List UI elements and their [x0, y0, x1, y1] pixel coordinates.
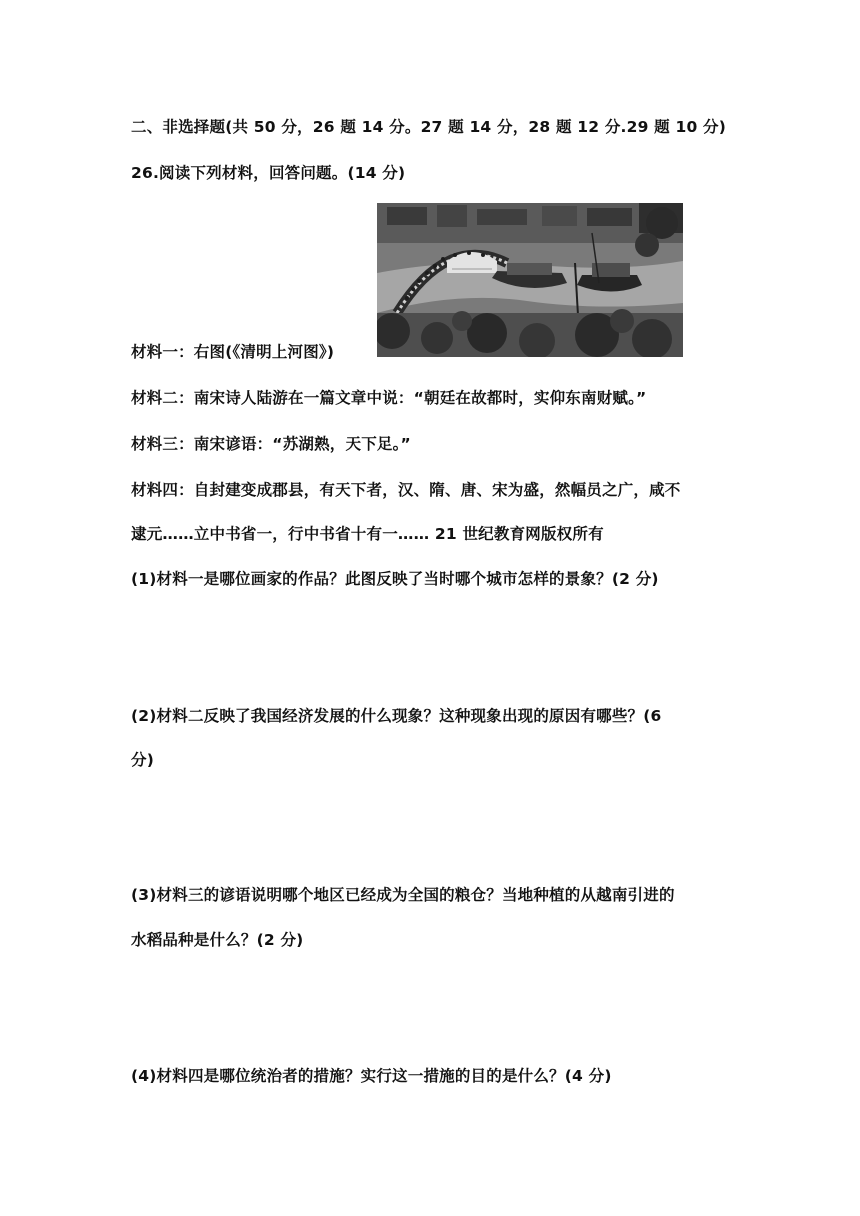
- material-four: 材料四：自封建变成郡县，有天下者，汉、隋、唐、宋为盛，然幅员之广，咸不: [131, 481, 681, 499]
- material-one: 材料一：右图(《清明上河图》): [131, 343, 335, 361]
- question-2-continued: 分): [131, 751, 154, 769]
- section-heading: 二、非选择题(共 50 分，26 题 14 分。27 题 14 分，28 题 12 分.29 题 10 分): [131, 118, 727, 136]
- question-2: (2)材料二反映了我国经济发展的什么现象？这种现象出现的原因有哪些？(6: [131, 707, 662, 725]
- question-3-continued: 水稻品种是什么？(2 分): [131, 931, 304, 949]
- material-two: 材料二：南宋诗人陆游在一篇文章中说：“朝廷在故都时，实仰东南财赋。”: [131, 389, 647, 407]
- question-4: (4)材料四是哪位统治者的措施？实行这一措施的目的是什么？(4 分): [131, 1067, 612, 1085]
- qingming-painting-image: [377, 203, 683, 357]
- painting-illustration: [377, 203, 683, 357]
- material-three: 材料三：南宋谚语：“苏湖熟，天下足。”: [131, 435, 411, 453]
- question-3: (3)材料三的谚语说明哪个地区已经成为全国的粮仓？当地种植的从越南引进的: [131, 886, 675, 904]
- material-four-continued: 逮元……立中书省一，行中书省十有一…… 21 世纪教育网版权所有: [131, 525, 604, 543]
- question-1: (1)材料一是哪位画家的作品？此图反映了当时哪个城市怎样的景象？(2 分): [131, 570, 659, 588]
- question-title: 26.阅读下列材料，回答问题。(14 分): [131, 164, 406, 182]
